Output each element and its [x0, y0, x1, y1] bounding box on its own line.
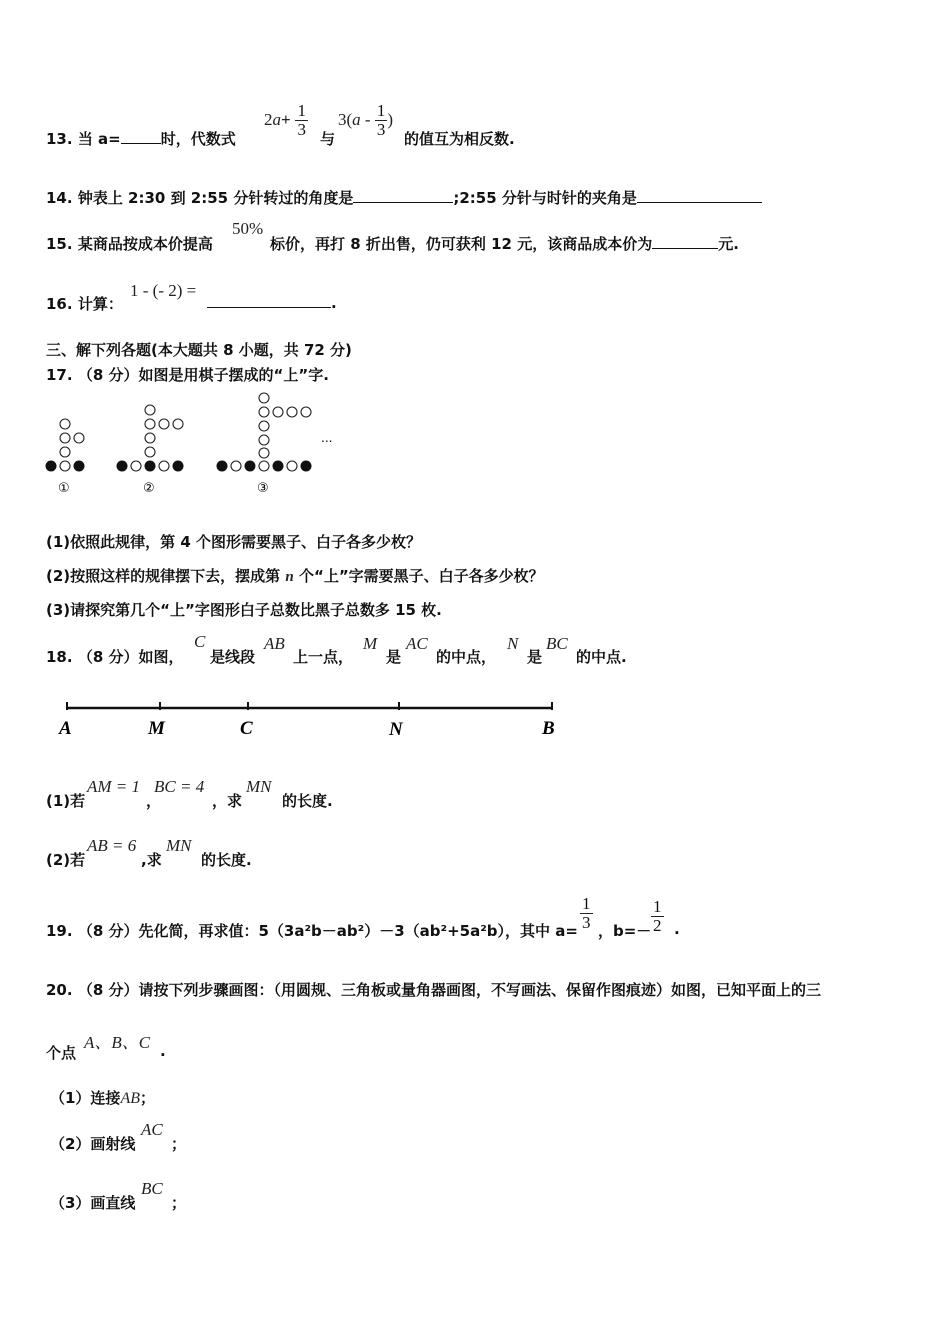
section3-title: 三、解下列各题(本大题共 8 小题，共 72 分) — [46, 341, 352, 359]
q20-step1-tail: ； — [139, 1089, 155, 1107]
q15-blank[interactable] — [652, 234, 718, 249]
q20-points: A、B、C — [84, 1033, 151, 1052]
q19-tail: . — [674, 920, 680, 938]
q17-sub2-post: 个“上”字需要黑子、白子各多少枚？ — [298, 567, 544, 585]
q15-percent: 50% — [232, 219, 264, 238]
q17-sub3: (3)请探究第几个“上”字图形白子总数比黑子总数多 15 枚. — [46, 601, 442, 619]
q17-figure-3 — [217, 393, 311, 471]
q18-sub1-tail: 的长度. — [282, 792, 333, 810]
q16-line — [46, 293, 123, 314]
q14-blank-2[interactable] — [637, 188, 762, 203]
q18-lead — [46, 646, 184, 667]
q16-expr: 1 - (- 2) = — [130, 281, 197, 300]
q13-expr2-close: ) — [387, 110, 394, 129]
q18-BC: BC — [546, 634, 568, 653]
q16-tail: . — [331, 294, 337, 312]
q18-label-C: C — [240, 718, 253, 739]
q17-sub2-pre: (2)按照这样的规律摆下去，摆成第 — [46, 567, 281, 585]
q13-expr1-coef: 2 — [264, 110, 273, 129]
q14-text1: 钟表上 2:30 到 2:55 分针转过的角度是 — [77, 189, 354, 207]
q19-line — [46, 920, 578, 941]
q19-score: （8 分） — [77, 922, 139, 940]
q18-C: C — [194, 632, 206, 651]
q17-figure-2 — [117, 405, 183, 471]
q18-t3: 上一点， — [293, 648, 354, 666]
q19-number: 19. — [46, 922, 73, 940]
q18-t1: 如图， — [138, 648, 184, 666]
q15-unit: 元. — [718, 235, 739, 253]
q20-step3-math: BC — [141, 1179, 163, 1198]
q18-AB: AB — [264, 634, 285, 653]
q20-step3-tail: ； — [171, 1194, 187, 1212]
q17-stem-line — [46, 364, 329, 385]
q18-sub1-pre: (1)若 — [46, 792, 86, 810]
q17-stem: 如图是用棋子摆成的“上”字. — [138, 366, 329, 384]
q17-fig-label-3: ③ — [257, 481, 269, 496]
q17-sub1: (1)依照此规律，第 4 个图形需要黑子、白子各多少枚？ — [46, 533, 422, 551]
q14-number: 14. — [46, 189, 73, 207]
q18-segment-figure — [52, 696, 572, 746]
q20-step1-math: AB — [120, 1090, 140, 1107]
q20-step1-text: （1）连接 — [50, 1089, 121, 1107]
q18-sub2-mn: MN — [166, 836, 192, 855]
q18-label-A: A — [59, 718, 72, 739]
q20-line — [46, 979, 821, 1000]
q19-a-value — [580, 895, 593, 932]
q18-label-N: N — [389, 719, 403, 740]
q20-number: 20. — [46, 981, 73, 999]
q18-M: M — [363, 634, 378, 653]
q18-sub1-mn: MN — [246, 777, 272, 796]
q18-sub1-comma: ， — [146, 792, 162, 810]
q17-sub2-var: n — [285, 569, 294, 585]
q19-b-value — [651, 898, 664, 935]
q14-blank-1[interactable] — [353, 188, 453, 203]
q20-step3-text: （3）画直线 — [50, 1194, 136, 1212]
q13-fraction-1: $\frac{1}{3}$ — [297, 101, 306, 139]
q13-expr1 — [264, 102, 308, 139]
q16-label: 计算： — [77, 295, 123, 313]
q20-score: （8 分） — [77, 981, 139, 999]
q13-number: 13. — [46, 130, 73, 148]
q18-t6: 是 — [527, 648, 543, 666]
q14-line — [46, 187, 762, 208]
q20-text: 请按下列步骤画图：（用圆规、三角板或量角器画图，不写画法、保留作图痕迹）如图，已知平面上的三 — [138, 981, 821, 999]
q19-text: 先化简，再求值：5（3a²b－ab²）－3（ab²+5a²b），其中 a= — [138, 922, 578, 940]
q19-b-fraction: $\frac{1}{2}$ — [653, 897, 662, 935]
q18-sub2-pre: (2)若 — [46, 851, 86, 869]
q18-AC: AC — [406, 634, 428, 653]
q15-text2: 标价，再打 8 折出售，仍可获利 12 元，该商品成本价为 — [270, 235, 653, 253]
q17-score: （8 分） — [77, 366, 139, 384]
q13-expr2-pre: 3( — [338, 110, 353, 129]
q13-expr1-plus: + — [281, 110, 291, 129]
q13-fraction-2: $\frac{1}{3}$ — [376, 101, 386, 139]
q17-ellipsis: ... — [321, 431, 333, 445]
q15-number: 15. — [46, 235, 73, 253]
q20-dot: . — [160, 1042, 166, 1060]
q20-step2-text: （2）画射线 — [50, 1135, 136, 1153]
q18-label-B: B — [542, 718, 555, 739]
q16-blank[interactable] — [207, 293, 331, 308]
q17-number: 17. — [46, 366, 73, 384]
q18-N: N — [507, 634, 519, 653]
q19-mid: ，b=－ — [598, 922, 652, 940]
q20-step2-tail: ； — [171, 1135, 187, 1153]
q13-expr2-minus: - — [360, 110, 375, 129]
q18-sub2-ab: AB = 6 — [87, 836, 137, 855]
q18-sub2-mid: ,求 — [141, 851, 162, 869]
q13-pre: 当 a= — [77, 130, 121, 148]
q15-line-b — [270, 233, 739, 254]
q19-a-fraction: $\frac{1}{3}$ — [582, 894, 591, 932]
q13-expr2-var: a — [352, 110, 361, 129]
q15-line — [46, 233, 213, 254]
q17-fig-label-1: ① — [58, 481, 70, 496]
q20-step2 — [50, 1133, 135, 1154]
q13-line — [46, 128, 236, 149]
q20-step3 — [50, 1192, 135, 1213]
q13-mid: 时，代数式 — [160, 130, 236, 148]
q14-text2: ;2:55 分针与时针的夹角是 — [453, 189, 637, 207]
q18-sub1-mid: ，求 — [212, 792, 243, 810]
q18-score: （8 分） — [77, 648, 139, 666]
q18-t4: 是 — [386, 648, 402, 666]
q13-tail: 的值互为相反数. — [404, 130, 515, 148]
q18-t7: 的中点. — [576, 648, 627, 666]
q13-link: 与 — [320, 130, 336, 148]
q20-cont: 个点 — [46, 1044, 77, 1062]
q17-figure-1 — [46, 419, 84, 471]
q18-number: 18. — [46, 648, 73, 666]
q16-number: 16. — [46, 295, 73, 313]
q17-sub2 — [46, 565, 544, 586]
q17-chess-figure — [36, 388, 346, 498]
q16-answer — [207, 293, 337, 312]
q20-step2-math: AC — [141, 1120, 163, 1139]
q17-fig-label-2: ② — [143, 481, 155, 496]
q18-sub2-tail: 的长度. — [201, 851, 252, 869]
q13-blank[interactable] — [121, 129, 161, 144]
q18-t5: 的中点， — [436, 648, 497, 666]
q20-step1 — [50, 1087, 155, 1108]
q18-sub1-am: AM = 1 — [87, 777, 141, 796]
q18-label-M: M — [148, 718, 165, 739]
q18-sub1-bc: BC = 4 — [154, 777, 205, 796]
q13-expr2 — [338, 102, 393, 139]
q18-t2: 是线段 — [210, 648, 256, 666]
q13-expr1-var: a — [272, 110, 281, 129]
q15-text1: 某商品按成本价提高 — [77, 235, 213, 253]
